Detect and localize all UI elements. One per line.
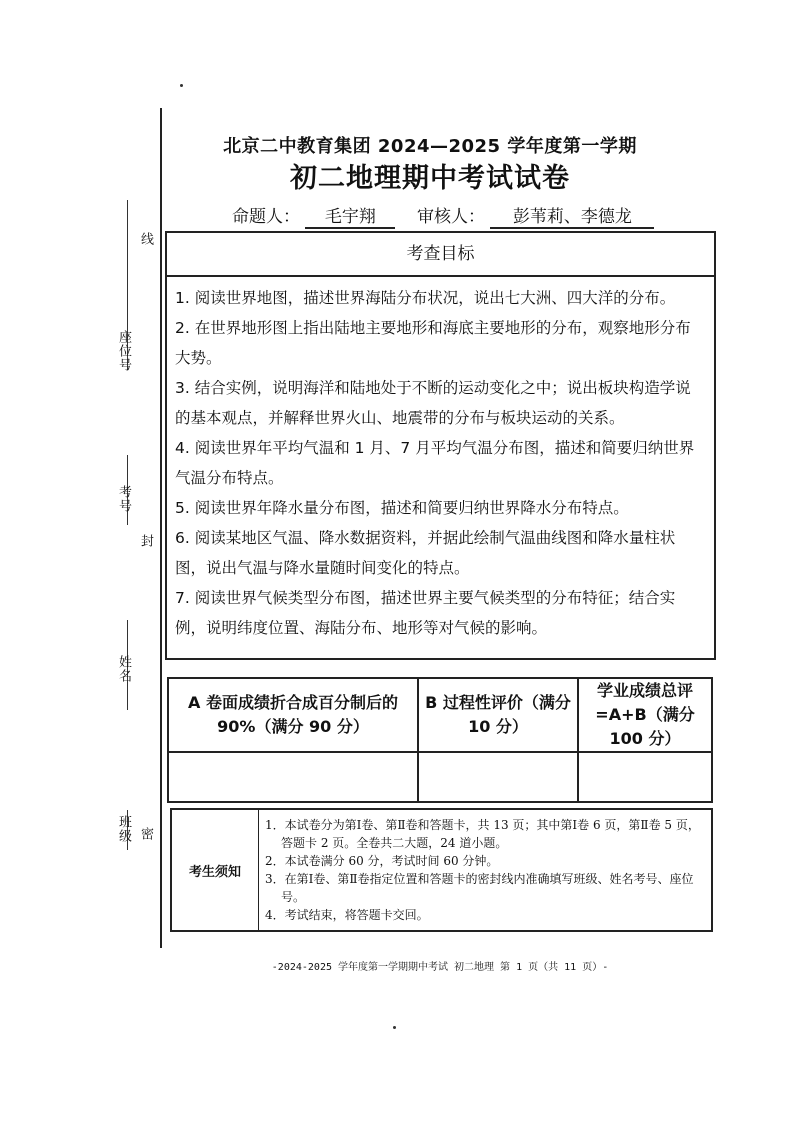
- objective-item: 5. 阅读世界年降水量分布图，描述和简要归纳世界降水分布特点。: [175, 499, 629, 517]
- scan-dot: [180, 84, 183, 87]
- notice-table: [170, 808, 713, 932]
- scan-dot: [393, 1026, 396, 1029]
- objective-item: 4. 阅读世界年平均气温和 1 月、7 月平均气温分布图，描述和简要归纳世界气温分布特点。: [175, 439, 695, 487]
- binding-label-seal: 封: [138, 534, 153, 548]
- objectives-box: [165, 231, 716, 660]
- binding-label-class: 班级: [116, 815, 131, 843]
- reviewer-label: 审核人：: [417, 207, 486, 227]
- binding-label-name: 姓名: [116, 655, 131, 683]
- score-cell-b[interactable]: [418, 752, 578, 802]
- score-header-a: A 卷面成绩折合成百分制后的 90%（满分 90 分）: [168, 678, 418, 752]
- objective-item: 6. 阅读某地区气温、降水数据资料，并据此绘制气温曲线图和降水量柱状图，说出气温与降水量随时间变化的特点。: [175, 529, 676, 577]
- score-cell-total[interactable]: [578, 752, 712, 802]
- notice-item: 1．本试卷分为第Ⅰ卷、第Ⅱ卷和答题卡，共 13 页；其中第Ⅰ卷 6 页，第Ⅱ卷 5 页，答题卡 2 页。全卷共二大题，24 道小题。: [265, 818, 700, 850]
- objectives-list: [167, 277, 714, 643]
- page-footer: -2024-2025 学年度第一学期期中考试 初二地理 第 1 页（共 11 页）-: [271, 962, 609, 973]
- score-table: [167, 677, 713, 803]
- setter-name: 毛宇翔: [305, 202, 395, 229]
- binding-label-exam-number: 考号: [116, 485, 131, 513]
- objectives-title: 考查目标: [167, 233, 714, 277]
- school-term-heading: 北京二中教育集团 2024—2025 学年度第一学期: [223, 136, 637, 157]
- notice-content: [259, 809, 713, 931]
- objective-item: 1. 阅读世界地图，描述世界海陆分布状况，说出七大洲、四大洋的分布。: [175, 289, 676, 307]
- objective-item: 7. 阅读世界气候类型分布图，描述世界主要气候类型的分布特征；结合实例，说明纬度位置、海陆分布、地形等对气候的影响。: [175, 589, 676, 637]
- score-header-total: 学业成绩总评=A+B（满分 100 分）: [578, 678, 712, 752]
- authors-line: [232, 202, 692, 229]
- notice-item: 3．在第Ⅰ卷、第Ⅱ卷指定位置和答题卡的密封线内准确填写班级、姓名考号、座位号。: [265, 872, 694, 904]
- objective-item: 3. 结合实例，说明海洋和陆地处于不断的运动变化之中；说出板块构造学说的基本观点，并解释世界火山、地震带的分布与板块运动的关系。: [175, 379, 691, 427]
- binding-label-secret: 密: [138, 827, 153, 841]
- binding-line: [160, 108, 162, 948]
- notice-item: 2．本试卷满分 60 分，考试时间 60 分钟。: [265, 854, 499, 868]
- score-cell-a[interactable]: [168, 752, 418, 802]
- reviewer-names: 彭苇莉、李德龙: [490, 202, 654, 229]
- notice-item: 4．考试结束，将答题卡交回。: [265, 908, 429, 922]
- exam-title: 初二地理期中考试试卷: [290, 163, 570, 194]
- objective-item: 2. 在世界地形图上指出陆地主要地形和海底主要地形的分布，观察地形分布大势。: [175, 319, 691, 367]
- setter-label: 命题人：: [232, 207, 300, 227]
- binding-label-line: 线: [138, 232, 153, 246]
- score-header-b: B 过程性评价（满分 10 分）: [418, 678, 578, 752]
- notice-label: 考生须知: [171, 809, 259, 931]
- binding-label-seat: 座位号: [116, 330, 131, 372]
